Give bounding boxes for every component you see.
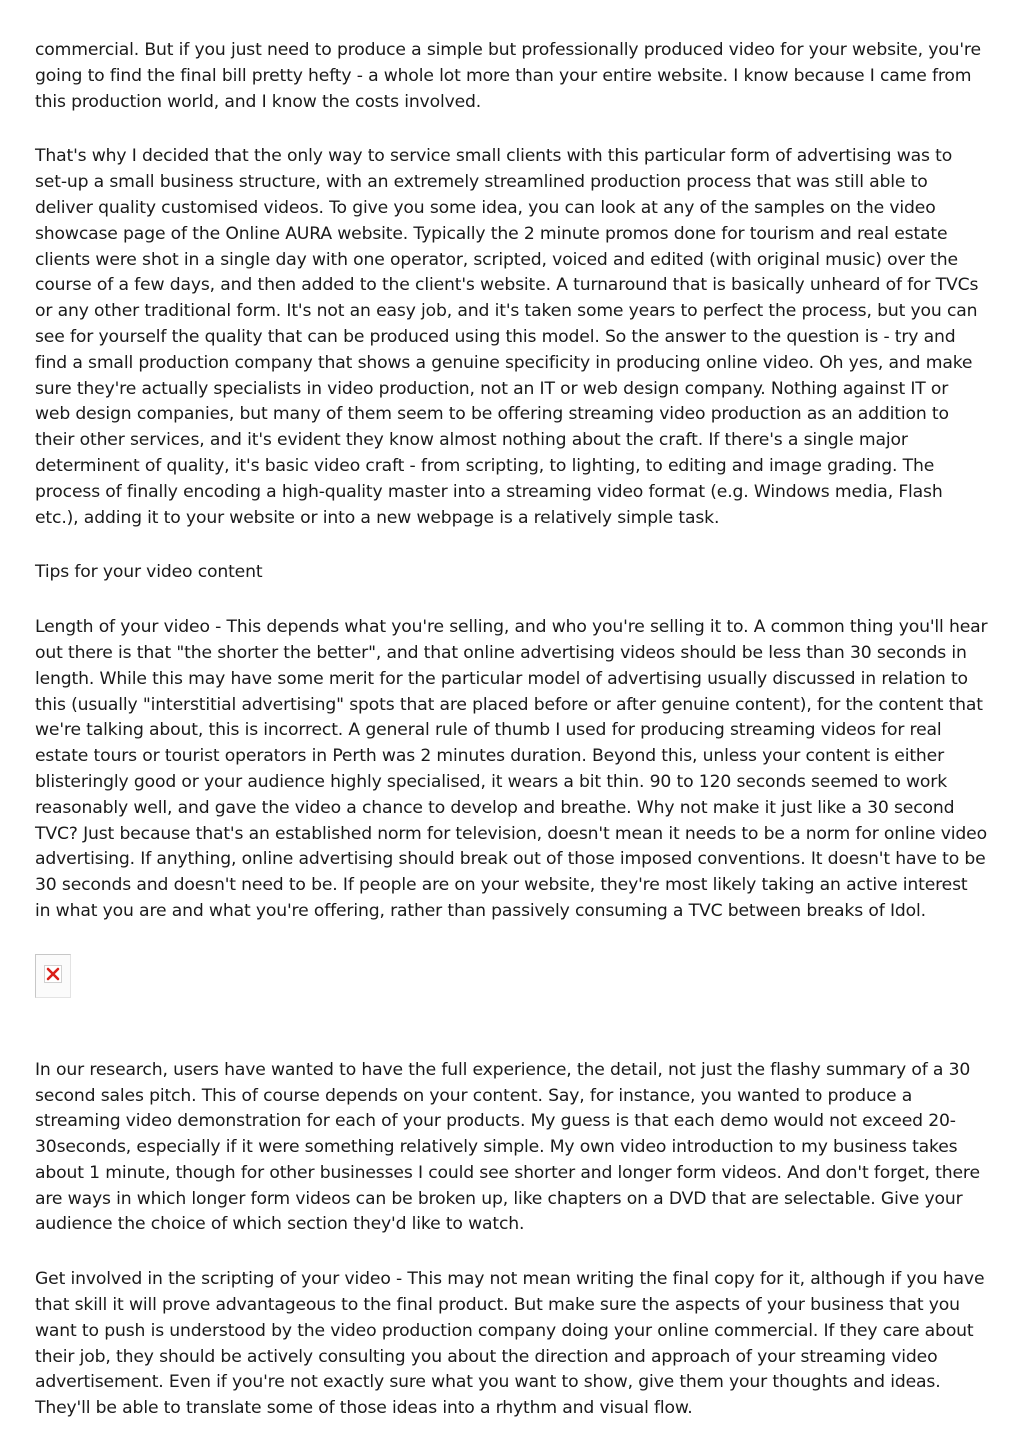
paragraph-video-length: Length of your video - This depends what you're selling, and who you're selling it to. A common thing you'll hear out there is that "the shorter the better", and that online advertising videos should be less than 30 seconds in length. While this may have some merit for the particular model of advertising usually discussed in relation to this (usually "interstitial advertising" spots that are placed before or after genuine content), for the content that we're talking about, this is incorrect. A general rule of thumb I used for producing streaming videos for real estate tours or tourist operators in Perth was 2 minutes duration. Beyond this, unless your content is either blisteringly good or your audience highly specialised, it wears a bit thin. 90 to 120 seconds seemed to work reasonably well, and gave the video a chance to develop and breathe. Why not make it just like a 30 second TVC? Just because that's an established norm for television, doesn't mean it needs to be a norm for online video advertising. If anything, online advertising should break out of those imposed conventions. It doesn't have to be 30 seconds and doesn't need to be. If people are on your website, they're most likely taking an active interest in what you are and what you're offering, rather than passively consuming a TVC between breaks of Idol. [35, 617, 988, 921]
paragraph-user-research: In our research, users have wanted to have the full experience, the detail, not just the flashy summary of a 30 second sales pitch. This of course depends on your content. Say, for instance, you wanted to produce a streaming video demonstration for each of your products. My guess is that each demo would not exceed 20-30seconds, especially if it were something relatively simple. My own video introduction to my business takes about 1 minute, though for other businesses I could see shorter and longer form videos. And don't forget, there are ways in which longer form videos can be broken up, like chapters on a DVD that are selectable. Give your audience the choice of which section they'd like to watch. [35, 1059, 980, 1235]
paragraph-scripting: Get involved in the scripting of your video - This may not mean writing the final copy for it, although if you have that skill it will prove advantageous to the final product. But make sure the aspects of your business that you want to push is understood by the video production company doing your online commercial. If they care about their job, they should be actively consulting you about the direction and approach of your streaming video advertisement. Even if you're not exactly sure what you want to show, give them your thoughts and ideas. They'll be able to translate some of those ideas into a rhythm and visual flow. [35, 1269, 985, 1419]
paragraph-production-costs: commercial. But if you just need to produce a simple but professionally produced video for your website, you're going to find the final bill pretty hefty - a whole lot more than your entire website. I know because I came from this production world, and I know the costs involved. [35, 40, 981, 112]
section-heading-tips: Tips for your video content [35, 562, 263, 583]
paragraph-small-business-structure: That's why I decided that the only way to service small clients with this particular form of advertising was to set-up a small business structure, with an extremely streamlined production process that was still able to deliver quality customised videos. To give you some idea, you can look at any of the samples on the video showcase page of the Online AURA website. Typically the 2 minute promos done for tourism and real estate clients were shot in a single day with one operator, scripted, voiced and edited (with original music) over the course of a few days, and then added to the client's website. A turnaround that is basically unheard of for TVCs or any other traditional form. It's not an easy job, and it's taken some years to perfect the process, but you can see for yourself the quality that can be produced using this model. So the answer to the question is - try and find a small production company that shows a genuine specificity in producing online video. Oh yes, and make sure they're actually specialists in video production, not an IT or web design company. Nothing against IT or web design companies, but many of them seem to be offering streaming video production as an addition to their other services, and it's evident they know almost nothing about the craft. If there's a single major determinent of quality, it's basic video craft - from scripting, to lighting, to editing and image grading. The process of finally encoding a high-quality master into a streaming video format (e.g. Windows media, Flash etc.), adding it to your website or into a new webpage is a relatively simple task. [35, 146, 979, 528]
broken-image-icon [44, 965, 62, 983]
broken-image-placeholder [35, 954, 71, 998]
